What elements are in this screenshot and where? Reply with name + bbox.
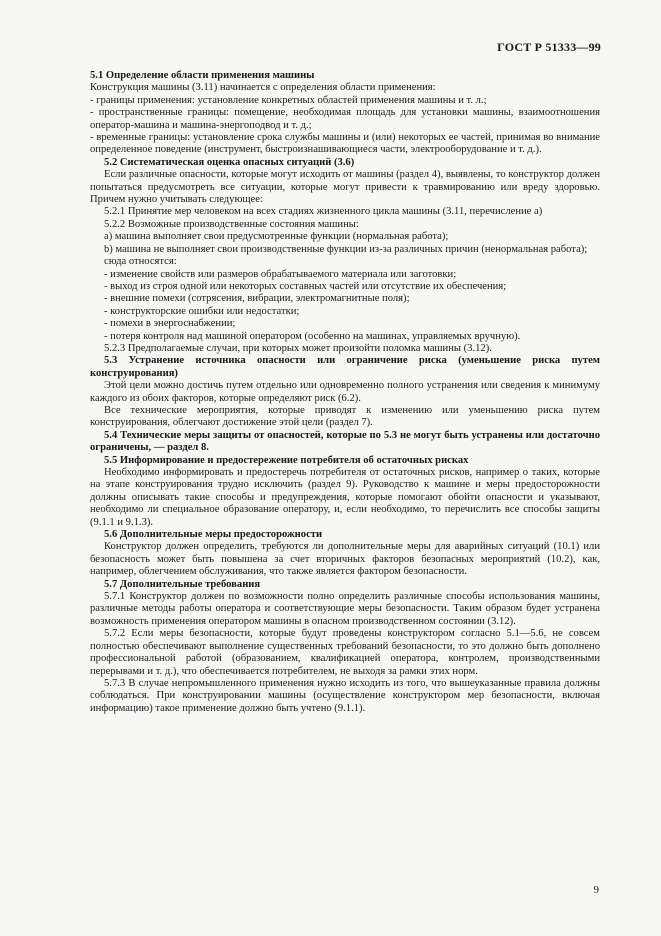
paragraph: Все технические мероприятия, которые приводят к изменению или уменьшению риска путем конструирования, облегчают достижение этой цели (раздел 7). xyxy=(90,404,600,429)
section-heading: 5.5 Информирование и предостережение потребителя об остаточных рисках xyxy=(104,454,469,466)
paragraph: 5.2.3 Предполагаемые случаи, при которых может произойти поломка машины (3.12). xyxy=(104,342,492,354)
paragraph: Необходимо информировать и предостеречь потребителя от остаточных рисков, например о таких, которые на этапе конструирования трудно исключить (раздел 9). Руководство к машине и меры предосторожности должны описывать такие способы и предупреждения, которые помогают обойти опасности и указывают, необходимо ли специальное образование оператору, и, если необходимо, то перечислить все способы защиты (9.1.1 и 9.1.3). xyxy=(90,467,600,528)
paragraph: - конструкторские ошибки или недостатки; xyxy=(104,305,300,317)
paragraph: - внешние помехи (сотрясения, вибрации, электромагнитные поля); xyxy=(104,293,410,305)
paragraph: 5.7.1 Конструктор должен по возможности полно определить различные способы использования машины, различные методы работы оператора и соответствующие меры безопасности. Таким образом будет устранена возможность применения оператором машины в опасном производственном состоянии (3.12). xyxy=(90,591,600,627)
paragraph: - пространственные границы: помещение, необходимая площадь для установки машины, взаимоотношения оператор-машина и машина-энергоподвод и т. д.; xyxy=(90,107,600,131)
document-header: ГОСТ Р 51333—99 xyxy=(497,40,601,54)
paragraph: - потеря контроля над машиной оператором (особенно на машинах, управляемых вручную). xyxy=(104,330,521,342)
paragraph: Конструктор должен определить, требуются ли дополнительные меры для аварийных ситуаций (10.1) или безопасность может быть повышена за счет вторичных факторов безопасных мероприятий (10.2), как, например, облегчением обслуживания, что также является фактором безопасности. xyxy=(90,541,600,578)
paragraph: - помехи в энергоснабжении; xyxy=(104,318,236,330)
paragraph: Конструкция машины (3.11) начинается с определения области применения: xyxy=(90,82,436,94)
paragraph: 5.7.2 Если меры безопасности, которые будут проведены конструктором согласно 5.1—5.6, не совсем полностью обеспечивают выполнение существенных требований безопасности, то это должно быть дополнено профессиональной работой (образованием, квалификацией оператора, контролем, производственными перерывами и т. д.), что обеспечивается потребителем, не выходя за рамки этих норм. xyxy=(90,628,600,677)
paragraph: 5.2.2 Возможные производственные состояния машины: xyxy=(104,218,359,230)
paragraph: - выход из строя одной или некоторых составных частей или отсутствие их обеспечения; xyxy=(104,280,507,292)
paragraph: сюда относятся: xyxy=(104,256,177,268)
section-heading: 5.3 Устранение источника опасности или ограничение риска (уменьшение риска путем конструирования) xyxy=(90,355,600,379)
paragraph: - границы применения: установление конкретных областей применения машины и т. л.; xyxy=(90,94,487,106)
paragraph: b) машина не выполняет свои производственные функции из-за различных причин (ненормальная работа); xyxy=(104,243,588,255)
page-number: 9 xyxy=(593,884,599,896)
paragraph: 5.2.1 Принятие мер человеком на всех стадиях жизненного цикла машины (3.11, перечисление а) xyxy=(104,206,543,218)
section-heading: 5.4 Технические меры защиты от опасностей, которые по 5.3 не могут быть устранены или достаточно ограничены, — раздел 8. xyxy=(90,429,600,454)
section-heading: 5.6 Дополнительные меры предосторожности xyxy=(104,529,323,541)
paragraph: - временные границы: установление срока службы машины и (или) некоторых ее частей, принимая во внимание определенное поведение (инструмент, быстроизнашивающиеся части, электрооборудование и т. д.). xyxy=(90,132,600,156)
section-heading: 5.1 Определение области применения машины xyxy=(90,70,315,81)
section-heading: 5.7 Дополнительные требования xyxy=(104,578,261,590)
paragraph: a) машина выполняет свои предусмотренные функции (нормальная работа); xyxy=(104,231,449,243)
paragraph: - изменение свойств или размеров обрабатываемого материала или заготовки; xyxy=(104,268,457,280)
document-body xyxy=(90,70,600,715)
paragraph: Если различные опасности, которые могут исходить от машины (раздел 4), выявлены, то конструктор должен попытаться предусмотреть все ситуации, которые могут привести к травмированию или вреду здоровью. Причем нужно учитывать следующее: xyxy=(90,169,600,206)
section-heading: 5.2 Систематическая оценка опасных ситуаций (3.6) xyxy=(104,156,355,168)
paragraph: Этой цели можно достичь путем отдельно или одновременно полного устранения или сведения к минимуму каждого из обоих факторов, которые определяют риск (6.2). xyxy=(90,380,600,404)
paragraph: 5.7.3 В случае непромышленного применения нужно исходить из того, что вышеуказанные правила должны соблюдаться. При конструировании машины (осуществление конструктором мер безопасности, включая информацию) такое применение должно быть учтено (9.1.1). xyxy=(90,677,600,714)
